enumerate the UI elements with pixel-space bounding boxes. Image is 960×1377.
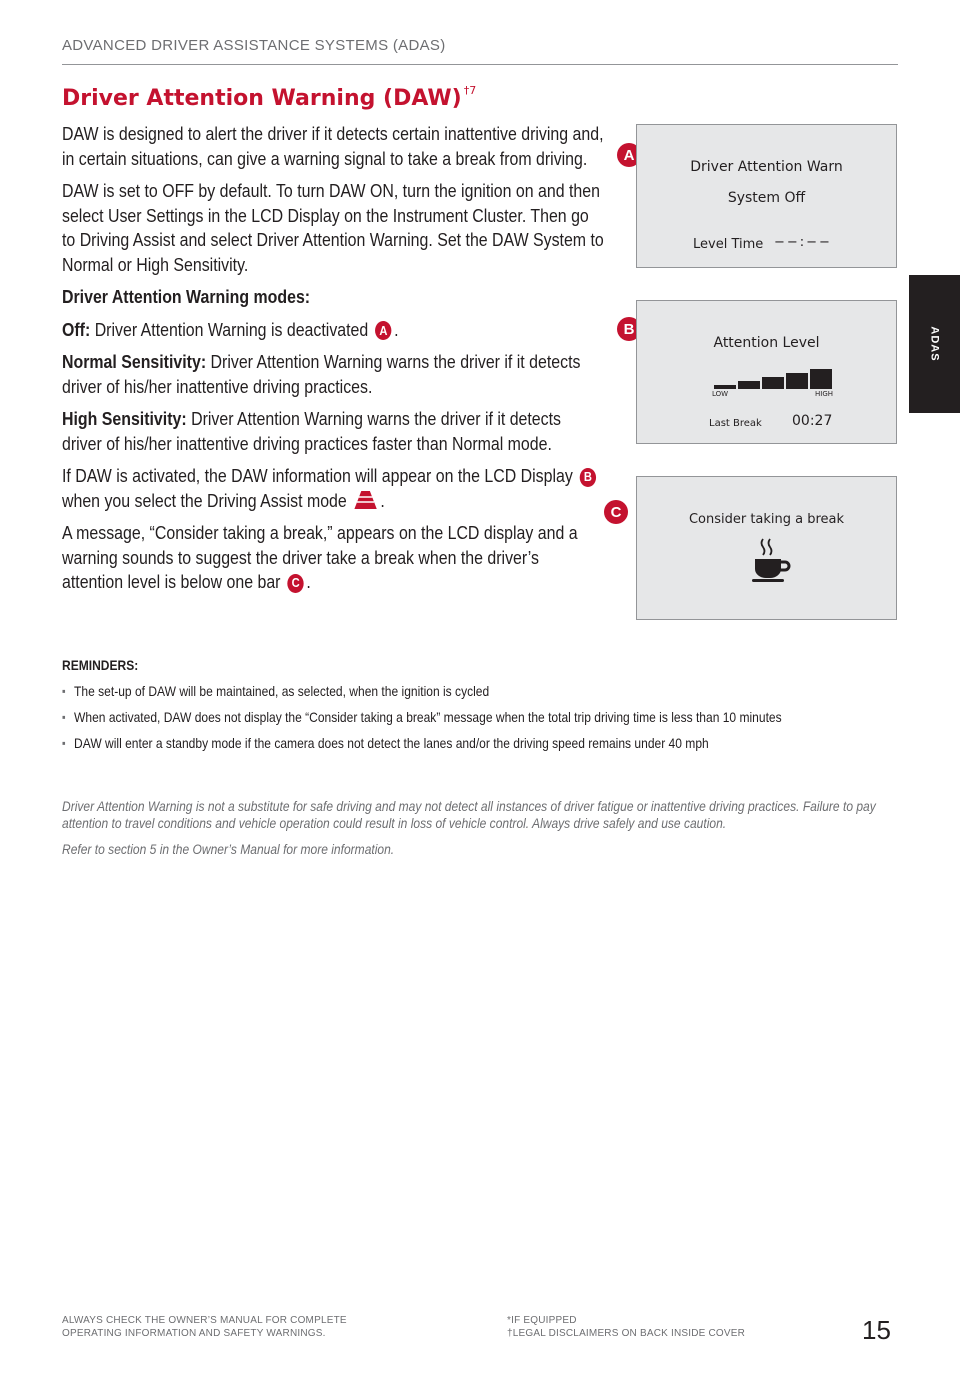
modes-heading: Driver Attention Warning modes: (62, 286, 311, 307)
disclaimer-reference: Refer to section 5 in the Owner’s Manual for more information. (62, 841, 395, 857)
reminder-item: ▪ DAW will enter a standby mode if the camera does not detect the lanes and/or the driving speed remains under 40 mph (62, 735, 862, 752)
callout-a: A (617, 143, 641, 167)
callout-c-inline: C (287, 574, 303, 593)
header-divider (62, 64, 898, 65)
driving-assist-mode-icon (354, 490, 378, 510)
mode-high-label: High Sensitivity: (62, 408, 187, 429)
side-tab-label: ADAS (928, 326, 941, 362)
attention-level-bars (714, 369, 832, 389)
display-b-title: Attention Level (713, 335, 820, 351)
side-tab (909, 275, 960, 413)
display-c-take-break (636, 476, 897, 620)
body-text (62, 122, 604, 603)
last-break-value: 00:27 (792, 413, 833, 429)
callout-b-inline: B (580, 468, 596, 487)
callout-a-inline: A (375, 321, 391, 340)
attention-bar (762, 377, 784, 389)
section-title-superscript: †7 (463, 84, 477, 97)
page-number: 15 (862, 1315, 891, 1345)
disclaimer-warning: Driver Attention Warning is not a substitute for safe driving and may not detect all instances of driver fatigue or inattentive driving practices. Failure to pay attention to travel conditions and vehicle operation could result in loss of vehicle control. Always drive safely and use caution. (62, 798, 876, 831)
mode-normal (62, 350, 604, 399)
display-b-attention-level (636, 300, 897, 444)
attention-bar (738, 381, 760, 389)
mode-high-text: Driver Attention Warning warns the driver if it detects driver of his/her inattentive driving practices faster than Normal mode. (62, 408, 561, 454)
reminders-list (62, 683, 862, 752)
callout-c: C (604, 500, 628, 524)
footer-legal-note: *IF EQUIPPED †LEGAL DISCLAIMERS ON BACK INSIDE COVER (507, 1315, 746, 1339)
display-a-system-off (636, 124, 897, 268)
footer-owner-manual-note: ALWAYS CHECK THE OWNER’S MANUAL FOR COMPLETE OPERATING INFORMATION AND SAFETY WARNINGS. (62, 1315, 347, 1339)
display-c-message: Consider taking a break (688, 512, 845, 527)
attention-bar (786, 373, 808, 389)
mode-high (62, 407, 604, 456)
header-title: ADVANCED DRIVER ASSISTANCE SYSTEMS (ADAS) (62, 37, 446, 54)
reminder-item: ▪ The set-up of DAW will be maintained, as selected, when the ignition is cycled (62, 683, 862, 700)
section-title-text: Driver Attention Warning (DAW) (62, 86, 462, 111)
mode-normal-text: Driver Attention Warning warns the driver if it detects driver of his/her inattentive driving practices. (62, 351, 581, 397)
mode-normal-label: Normal Sensitivity: (62, 351, 207, 372)
display-a-level-label: Level Time (693, 237, 764, 252)
mode-off-label: Off: (62, 318, 91, 340)
intro-paragraph: DAW is designed to alert the driver if it detects certain inattentive driving and, in certain situations, can give a warning signal to take a break from driving. (62, 123, 604, 169)
reminder-item: ▪ When activated, DAW does not display the “Consider taking a break” message when the total trip driving time is less than 10 minutes (62, 709, 862, 726)
disclaimer (62, 798, 896, 868)
display-a-time-value: −−:−− (774, 235, 832, 250)
mode-off-text: Driver Attention Warning is deactivated (94, 318, 369, 340)
coffee-cup-icon (749, 537, 793, 583)
attention-bar (714, 385, 736, 389)
level-high-label: HIGH (815, 390, 834, 398)
section-title (62, 84, 476, 111)
mode-off: Off: Driver Attention Warning is deactivated A . (62, 318, 399, 340)
last-break-label: Last Break (709, 418, 762, 429)
message-paragraph: A message, “Consider taking a break,” appears on the LCD display and a warning sounds to suggest the driver take a break when the driver’s attention level is below one bar C . (62, 522, 578, 592)
reminders-title: REMINDERS: (62, 657, 139, 673)
setup-paragraph: DAW is set to OFF by default. To turn DAW ON, turn the ignition on and then select User Settings in the LCD Display on the Instrument Cluster. Then go to Driving Assist and select Driver Attention Warning. Set the DAW System to Normal or High Sensitivity. (62, 180, 604, 275)
reminders (62, 657, 862, 761)
display-a-status: System Off (727, 190, 806, 206)
attention-bar (810, 369, 832, 389)
callout-b: B (617, 317, 641, 341)
display-a-title: Driver Attention Warn (690, 159, 843, 175)
level-low-label: LOW (712, 390, 729, 398)
display-paragraph: If DAW is activated, the DAW information will appear on the LCD Display B when you select the Driving Assist mode . (62, 464, 604, 513)
